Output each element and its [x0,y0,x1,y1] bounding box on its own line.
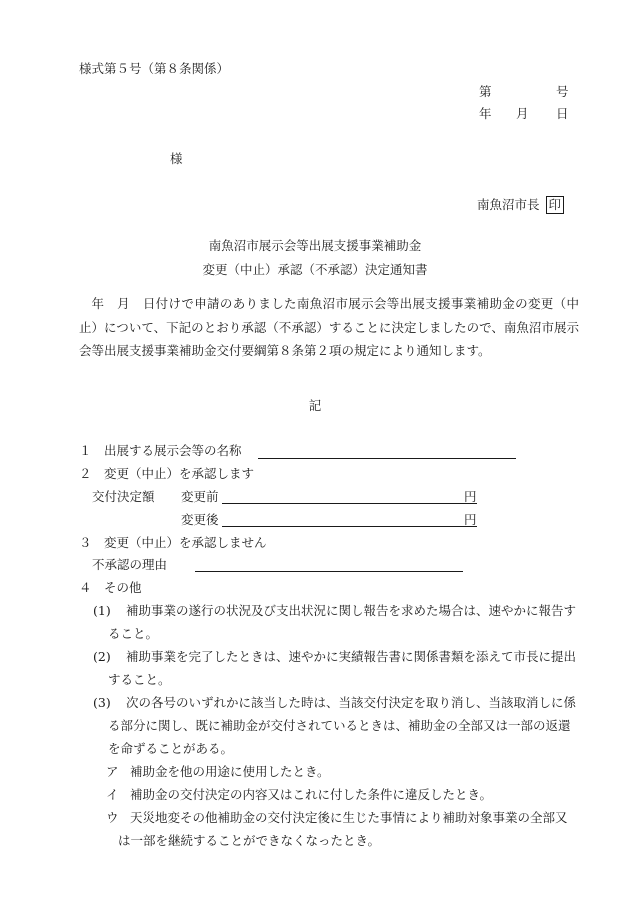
title-line1: 南魚沼市展示会等出展支援事業補助金 [208,238,422,253]
after-yen: 円 [464,512,477,527]
item1-number: １ [79,443,92,458]
doc-number-suffix: 号 [556,84,569,99]
item4-number: ４ [79,580,92,595]
before-amount-line[interactable] [222,503,477,504]
reason-line[interactable] [195,571,463,572]
item2-number: ２ [79,466,92,481]
sub2-number: (2) [93,649,111,664]
item3-number: ３ [79,535,92,550]
item2-label: 変更（中止）を承認します [104,466,255,481]
sender-block [477,196,564,214]
title-line2: 変更（中止）承認（不承認）決定通知書 [202,262,428,277]
i-text: 補助金の交付決定の内容又はこれに付した条件に違反したとき。 [130,787,493,802]
doc-number-prefix: 第 [479,84,492,99]
after-amount-line[interactable] [222,526,477,527]
reason-label: 不承認の理由 [92,557,168,572]
sender-name: 南魚沼市長 [477,197,540,212]
form-label: 様式第５号（第８条関係） [79,61,230,76]
ki-heading: 記 [308,398,322,413]
date-day: 日 [556,106,569,121]
before-label: 変更前 [181,489,219,504]
a-text: 補助金を他の用途に使用したとき。 [130,764,330,779]
sub1-text: 補助事業の遂行の状況及び支出状況に関し報告を求めた場合は、速やかに報告すること。 [108,603,577,641]
item3-label: 変更（中止）を承認しません [104,535,267,550]
seal-mark: 印 [546,196,565,214]
i-number: イ [106,787,119,802]
item4-label: その他 [104,580,142,595]
grant-amount-label: 交付決定額 [92,489,155,504]
sub3-number: (3) [93,695,111,710]
addressee-suffix: 様 [170,151,183,166]
item1-label: 出展する展示会等の名称 [104,443,242,458]
sub2-text: 補助事業を完了したときは、速やかに実績報告書に関係書類を添えて市長に提出すること。 [108,649,577,687]
date-year: 年 [479,106,492,121]
event-name-line[interactable] [258,458,516,459]
a-number: ア [106,764,119,779]
sub1-number: (1) [93,603,111,618]
u-text: 天災地変その他補助金の交付決定後に生じた事情により補助対象事業の全部又は一部を継続することができなくなったとき。 [118,810,568,848]
date-month: 月 [516,106,529,121]
sub3-text: 次の各号のいずれかに該当した時は、当該交付決定を取り消し、当該取消しに係る部分に関し、既に補助金が交付されているときは、補助金の全部又は一部の返還を命ずることがある。 [108,695,577,756]
after-label: 変更後 [181,512,219,527]
u-number: ウ [106,810,119,825]
before-yen: 円 [464,489,477,504]
body-paragraph: 年 月 日付けで申請のありました南魚沼市展示会等出展支援事業補助金の変更（中止）について、下記のとおり承認（不承認）することに決定しましたので、南魚沼市展示会等出展支援事業補助金交付要綱第８条第２項の規定により通知します。 [79,296,579,359]
